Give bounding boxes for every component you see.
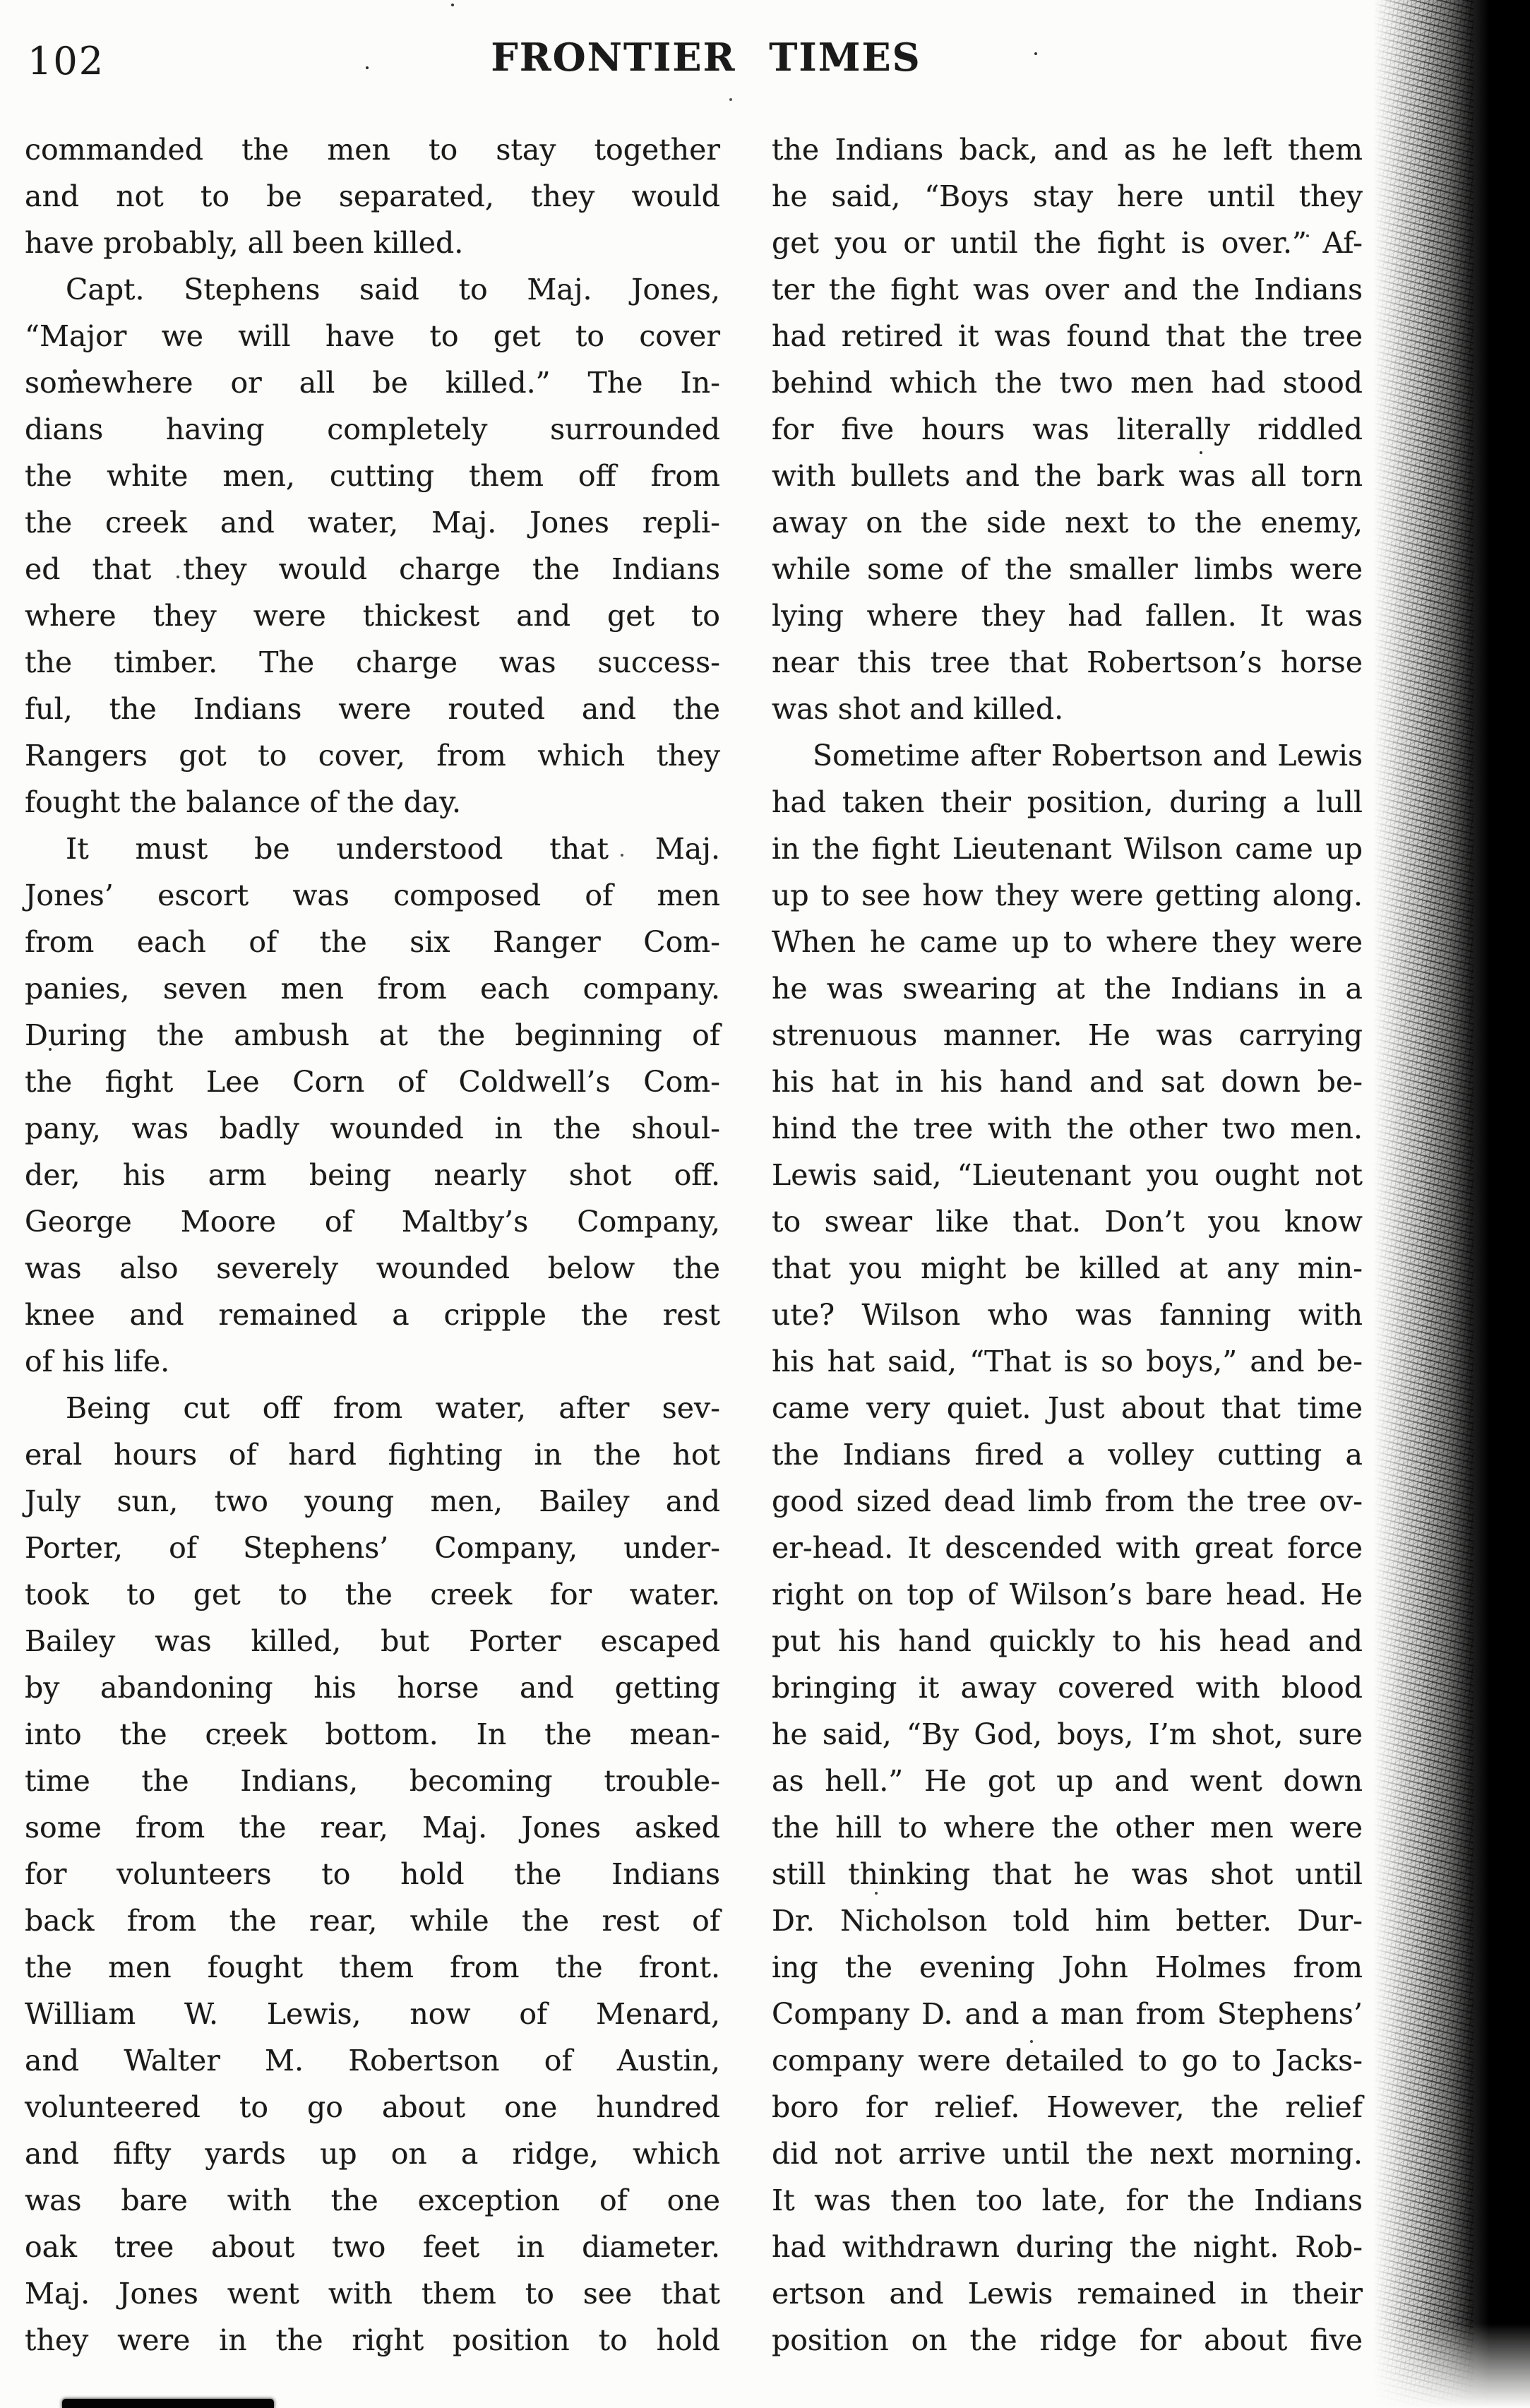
text-line: er-head. It descended with great force (772, 1531, 1363, 1565)
text-line: in the fight Lieutenant Wilson came up (772, 832, 1363, 866)
text-line: When he came up to where they were (772, 925, 1363, 959)
text-line: Bailey was killed, but Porter escaped (25, 1624, 720, 1658)
text-line: good sized dead limb from the tree ov- (772, 1484, 1363, 1518)
text-line: ed that they would charge the Indians (25, 552, 720, 586)
right-column (772, 126, 1363, 2364)
text-line: somewhere or all be killed.” The In- (25, 366, 720, 400)
text-line: still thinking that he was shot until (772, 1857, 1363, 1891)
text-line: and fifty yards up on a ridge, which (25, 2137, 720, 2171)
page-header (25, 32, 1387, 105)
text-line: have probably, all been killed. (25, 226, 464, 260)
text-line: that you might be killed at any min- (772, 1251, 1363, 1285)
text-line: commanded the men to stay together (25, 133, 720, 167)
text-line: the white men, cutting them off from (25, 459, 720, 493)
text-line: panies, seven men from each company. (25, 972, 720, 1006)
text-line: he said, “Boys stay here until they (772, 179, 1363, 213)
text-line: the creek and water, Maj. Jones repli- (25, 506, 720, 540)
text-line: away on the side next to the enemy, (772, 506, 1363, 540)
text-line: company were detailed to go to Jacks- (772, 2044, 1363, 2078)
text-line: from each of the six Ranger Com- (25, 925, 720, 959)
text-line: Dr. Nicholson told him better. Dur- (772, 1904, 1363, 1938)
text-line: William W. Lewis, now of Menard, (25, 1997, 720, 2031)
text-line: with bullets and the bark was all torn (772, 459, 1363, 493)
text-line: had taken their position, during a lull (772, 785, 1363, 819)
page-number: 102 (28, 39, 105, 83)
text-line: It was then too late, for the Indians (772, 2183, 1363, 2217)
text-line: dians having completely surrounded (25, 412, 720, 446)
text-line: his hat said, “That is so boys,” and be- (772, 1345, 1363, 1378)
text-line: some from the rear, Maj. Jones asked (25, 1811, 720, 1844)
text-line: fought the balance of the day. (25, 785, 462, 819)
left-column (25, 126, 720, 2364)
text-line: ter the fight was over and the Indians (772, 273, 1363, 306)
page-title: FRONTIER TIMES (491, 35, 921, 80)
text-line: lying where they had fallen. It was (772, 599, 1363, 633)
text-line: the timber. The charge was success- (25, 645, 720, 679)
text-line: back from the rear, while the rest of (25, 1904, 720, 1938)
text-line: oak tree about two feet in diameter. (25, 2230, 720, 2264)
scan-edge-shadow (1373, 0, 1530, 2408)
text-line: position on the ridge for about five (772, 2323, 1363, 2357)
text-line: near this tree that Robertson’s horse (772, 645, 1363, 679)
text-line: his hat in his hand and sat down be- (772, 1065, 1363, 1099)
text-line: ing the evening John Holmes from (772, 1950, 1363, 1984)
text-line: into the creek bottom. In the mean- (25, 1717, 720, 1751)
text-line: ertson and Lewis remained in their (772, 2277, 1363, 2311)
text-line: to swear like that. Don’t you know (772, 1205, 1363, 1239)
text-line: took to get to the creek for water. (25, 1578, 720, 1611)
text-line: had retired it was found that the tree (772, 319, 1363, 353)
text-line: bringing it away covered with blood (772, 1671, 1363, 1705)
text-line: volunteered to go about one hundred (25, 2090, 720, 2124)
text-line: Lewis said, “Lieutenant you ought not (772, 1158, 1363, 1192)
text-line: the men fought them from the front. (25, 1950, 720, 1984)
text-line: Rangers got to cover, from which they (25, 739, 720, 773)
text-line: Jones’ escort was composed of men (25, 878, 720, 912)
text-line: time the Indians, becoming trouble- (25, 1764, 720, 1798)
scan-bottom-mark (62, 2399, 274, 2408)
text-line: was shot and killed. (772, 692, 1064, 726)
text-line: ful, the Indians were routed and the (25, 692, 720, 726)
text-line: for volunteers to hold the Indians (25, 1857, 720, 1891)
text-line: George Moore of Maltby’s Company, (25, 1205, 720, 1239)
text-line: had withdrawn during the night. Rob- (772, 2230, 1363, 2264)
text-line: the Indians back, and as he left them (772, 133, 1363, 167)
text-line: he was swearing at the Indians in a (772, 972, 1363, 1006)
text-line: Sometime after Robertson and Lewis (813, 739, 1363, 773)
text-line: boro for relief. However, the relief (772, 2090, 1363, 2124)
text-line: Capt. Stephens said to Maj. Jones, (66, 273, 720, 306)
text-line: pany, was badly wounded in the shoul- (25, 1111, 720, 1145)
text-line: Company D. and a man from Stephens’ (772, 1997, 1363, 2031)
text-line: eral hours of hard fighting in the hot (25, 1438, 720, 1472)
text-line: the Indians fired a volley cutting a (772, 1438, 1363, 1472)
text-line: and Walter M. Robertson of Austin, (25, 2044, 720, 2078)
text-line: they were in the right position to hold (25, 2323, 720, 2357)
text-line: the hill to where the other men were (772, 1811, 1363, 1844)
text-line: where they were thickest and get to (25, 599, 720, 633)
text-line: der, his arm being nearly shot off. (25, 1158, 720, 1192)
text-line: get you or until the fight is over.” Af- (772, 226, 1363, 260)
text-line: right on top of Wilson’s bare head. He (772, 1578, 1363, 1611)
scan-specks (0, 0, 1, 1)
text-line: Being cut off from water, after sev- (66, 1391, 720, 1425)
text-line: Maj. Jones went with them to see that (25, 2277, 720, 2311)
text-line: did not arrive until the next morning. (772, 2137, 1363, 2171)
text-line: ute? Wilson who was fanning with (772, 1298, 1363, 1332)
text-line: came very quiet. Just about that time (772, 1391, 1363, 1425)
text-line: for five hours was literally riddled (772, 412, 1363, 446)
text-line: by abandoning his horse and getting (25, 1671, 720, 1705)
page-content (25, 32, 1387, 2364)
text-line: of his life. (25, 1345, 170, 1378)
text-line: the fight Lee Corn of Coldwell’s Com- (25, 1065, 720, 1099)
text-line: July sun, two young men, Bailey and (25, 1484, 720, 1518)
text-line: It must be understood that Maj. (66, 832, 720, 866)
text-line: hind the tree with the other two men. (772, 1111, 1363, 1145)
text-line: behind which the two men had stood (772, 366, 1363, 400)
text-columns (25, 126, 1387, 2364)
text-line: he said, “By God, boys, I’m shot, sure (772, 1717, 1363, 1751)
text-line: “Major we will have to get to cover (25, 319, 720, 353)
text-line: was bare with the exception of one (25, 2183, 720, 2217)
text-line: Porter, of Stephens’ Company, under- (25, 1531, 720, 1565)
scan-noise-texture (1373, 0, 1474, 2408)
text-line: strenuous manner. He was carrying (772, 1018, 1363, 1052)
text-line: During the ambush at the beginning of (25, 1018, 720, 1052)
text-line: knee and remained a cripple the rest (25, 1298, 720, 1332)
text-line: was also severely wounded below the (25, 1251, 720, 1285)
text-line: and not to be separated, they would (25, 179, 720, 213)
text-line: put his hand quickly to his head and (772, 1624, 1363, 1658)
text-line: up to see how they were getting along. (772, 878, 1363, 912)
text-line: as hell.” He got up and went down (772, 1764, 1363, 1798)
text-line: while some of the smaller limbs were (772, 552, 1363, 586)
